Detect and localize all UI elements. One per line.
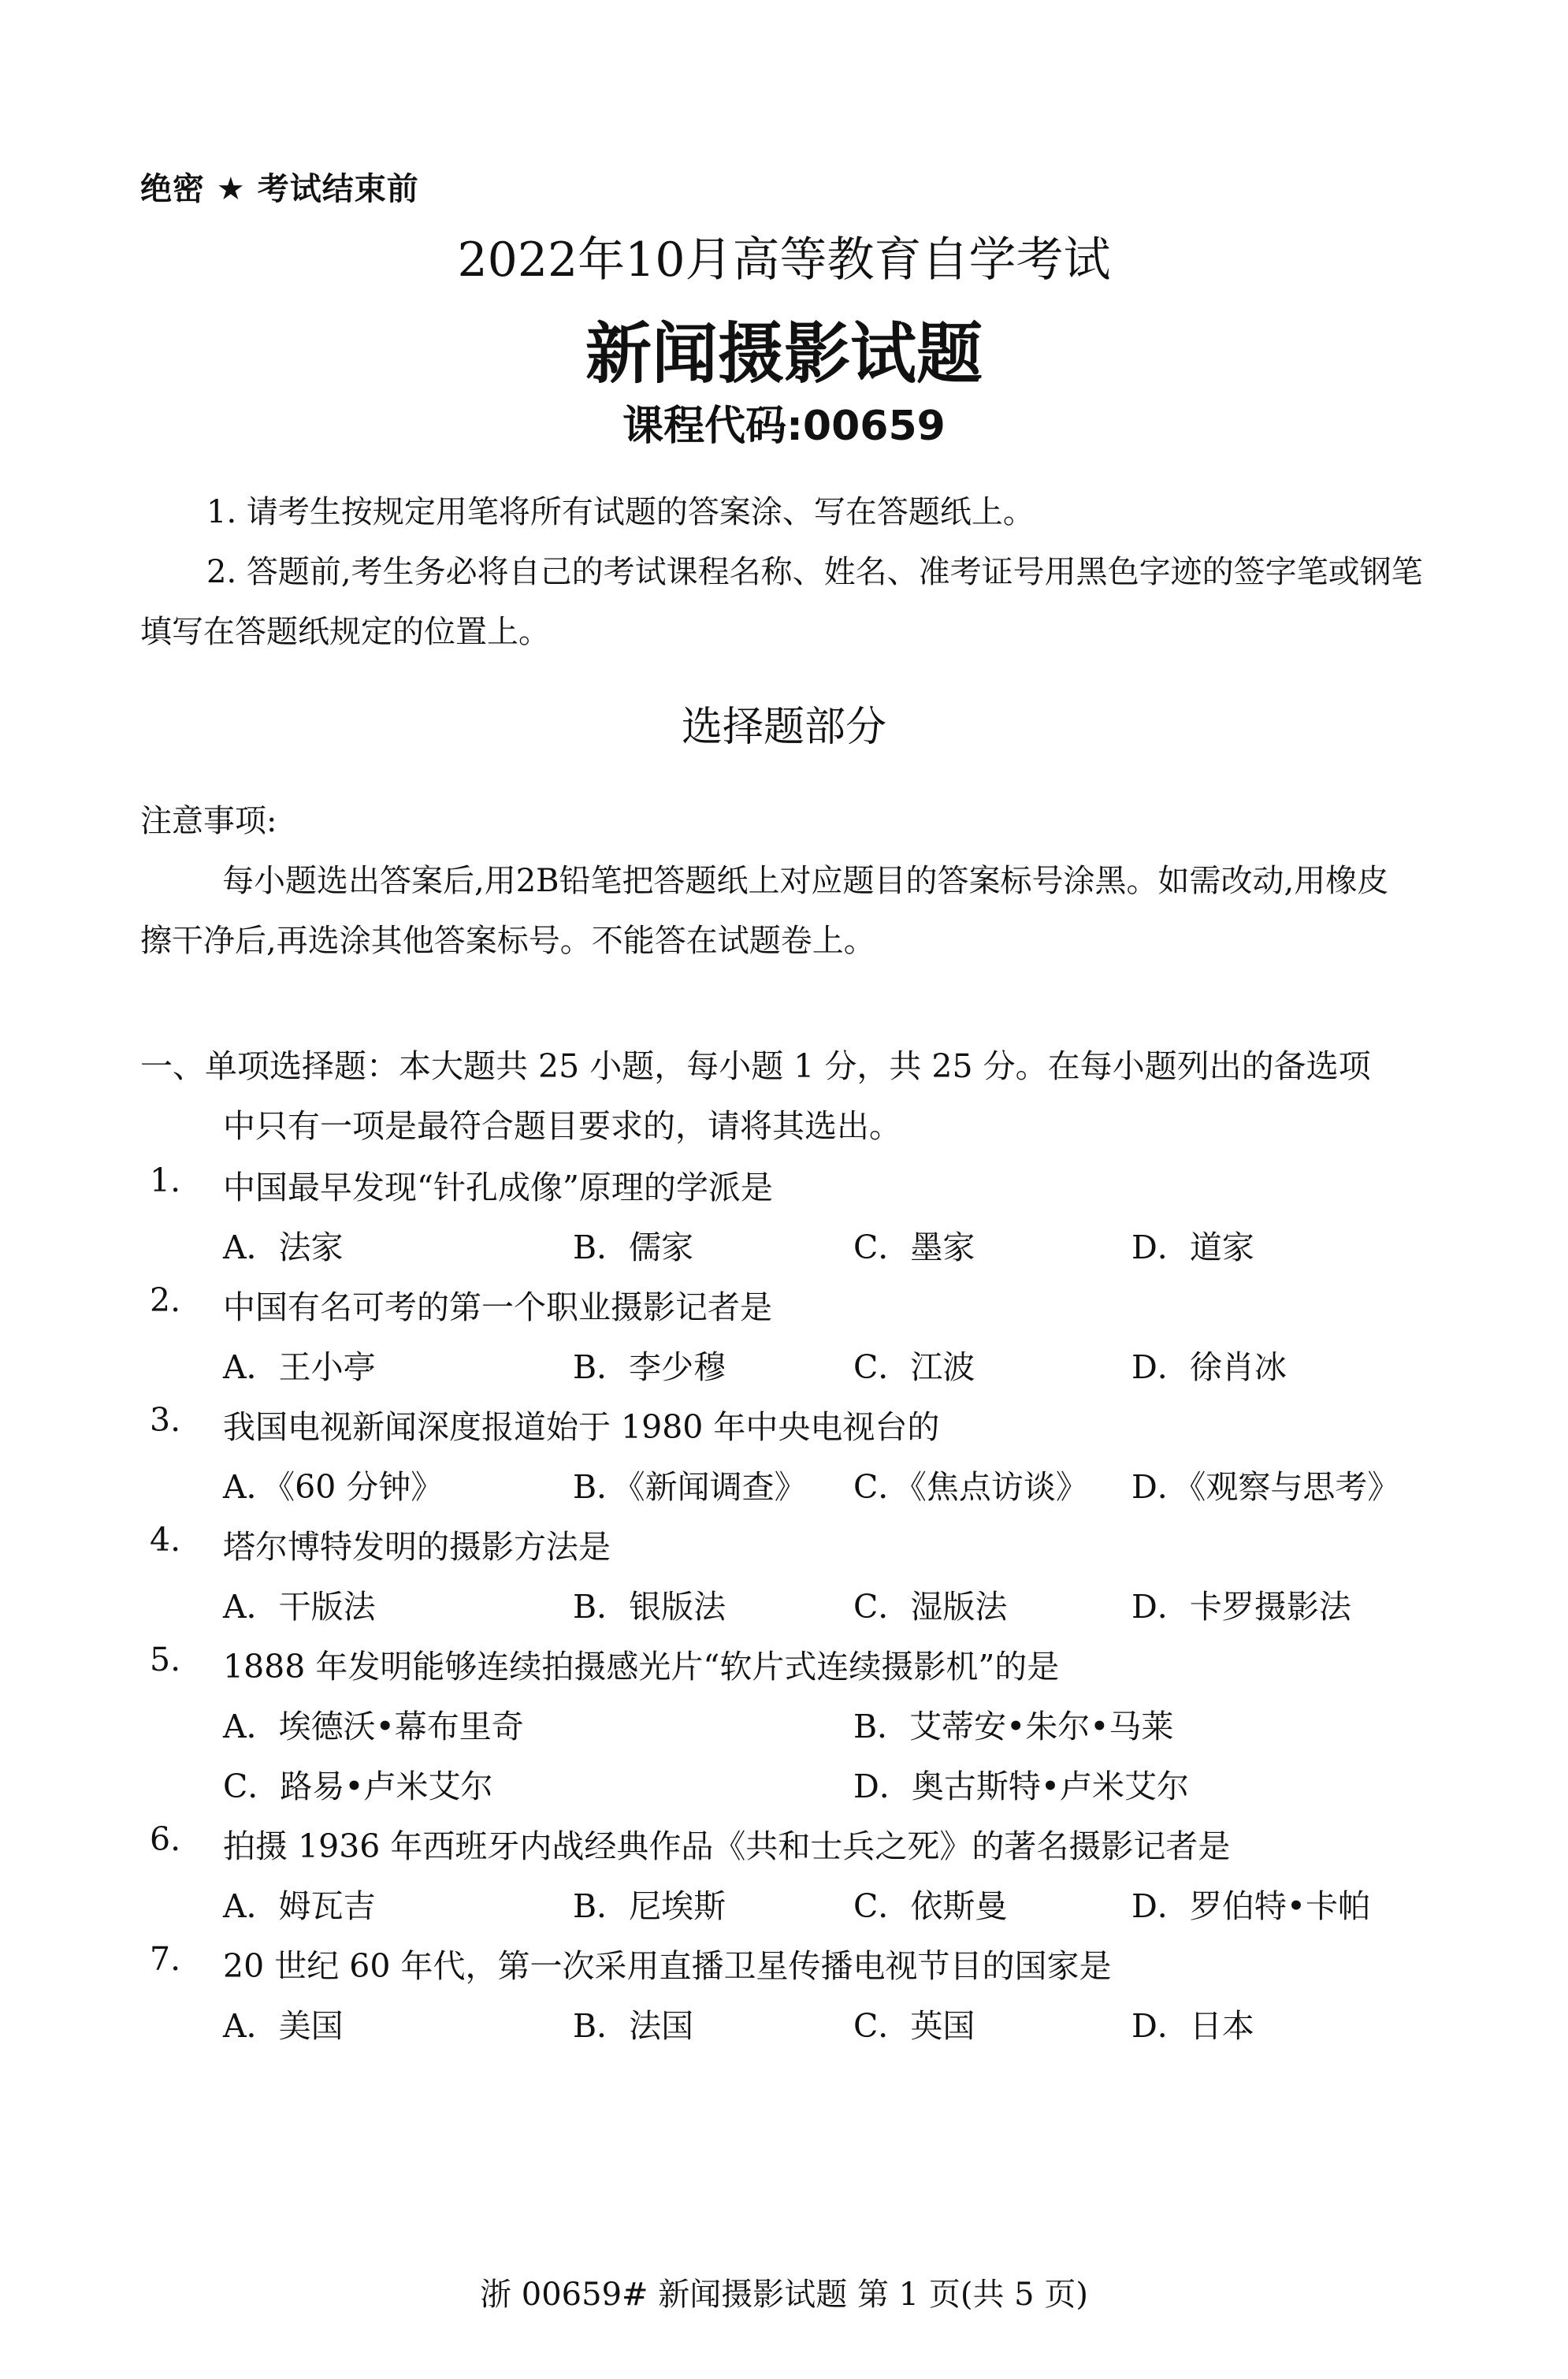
notice-line-2: 擦干净后,再选涂其他答案标号。不能答在试题卷上。	[140, 923, 875, 959]
q5-option-b: B．艾蒂安•朱尔•马莱	[853, 1708, 1174, 1745]
q1-option-c: C．墨家	[853, 1229, 975, 1266]
q6-option-b: B．尼埃斯	[573, 1887, 726, 1925]
q2-option-b: B．李少穆	[573, 1348, 726, 1386]
q3-option-d: D．《观察与思考》	[1131, 1468, 1400, 1506]
q1-option-b: B．儒家	[573, 1229, 694, 1266]
exam-title: 2022年10月高等教育自学考试	[457, 232, 1111, 288]
q5-option-a: A．埃德沃•幕布里奇	[223, 1708, 524, 1745]
question-number: 6.	[150, 1820, 181, 1858]
q2-option-c: C．江波	[853, 1348, 975, 1386]
question-text: 中国有名可考的第一个职业摄影记者是	[223, 1288, 772, 1326]
q3-option-a: A．《60 分钟》	[223, 1468, 444, 1506]
question-text: 我国电视新闻深度报道始于 1980 年中央电视台的	[223, 1408, 940, 1446]
q7-option-c: C．英国	[853, 2007, 975, 2045]
q3-option-b: B．《新闻调查》	[573, 1468, 807, 1506]
q6-option-a: A．姆瓦吉	[223, 1887, 376, 1925]
question-text: 塔尔博特发明的摄影方法是	[223, 1528, 611, 1566]
part-heading-line-2: 中只有一项是最符合题目要求的，请将其选出。	[223, 1107, 901, 1145]
q4-option-a: A．干版法	[223, 1588, 376, 1626]
question-number: 1.	[150, 1162, 181, 1199]
instruction-1: 1. 请考生按规定用笔将所有试题的答案涂、写在答题纸上。	[206, 494, 1035, 530]
notice-label: 注意事项:	[140, 803, 277, 839]
course-code: 课程代码:00659	[622, 403, 946, 450]
confidential-label: 绝密 ★ 考试结束前	[140, 171, 419, 207]
q1-option-d: D．道家	[1131, 1229, 1254, 1266]
part-heading-line-1: 一、单项选择题：本大题共 25 小题，每小题 1 分，共 25 分。在每小题列出的备选项	[140, 1047, 1371, 1085]
q4-option-d: D．卡罗摄影法	[1131, 1588, 1351, 1626]
q7-option-a: A．美国	[223, 2007, 344, 2045]
q6-option-d: D．罗伯特•卡帕	[1131, 1887, 1371, 1925]
q5-option-c: C．路易•卢米艾尔	[223, 1768, 493, 1805]
notice-line-1: 每小题选出答案后,用2B铅笔把答题纸上对应题目的答案标号涂黑。如需改动,用橡皮	[222, 863, 1389, 899]
instruction-2-continued: 填写在答题纸规定的位置上。	[140, 614, 550, 650]
page-footer: 浙 00659# 新闻摄影试题 第 1 页(共 5 页)	[480, 2277, 1088, 2313]
q2-option-a: A．王小亭	[223, 1348, 376, 1386]
question-text: 20 世纪 60 年代，第一次采用直播卫星传播电视节目的国家是	[223, 1947, 1112, 1985]
q5-option-d: D．奥古斯特•卢米艾尔	[853, 1768, 1190, 1805]
q4-option-c: C．湿版法	[853, 1588, 1008, 1626]
q4-option-b: B．银版法	[573, 1588, 726, 1626]
part-heading	[140, 1036, 1480, 1156]
question-text: 中国最早发现“针孔成像”原理的学派是	[223, 1169, 773, 1206]
q7-option-d: D．日本	[1131, 2007, 1254, 2045]
question-text: 1888 年发明能够连续拍摄感光片“软片式连续摄影机”的是	[223, 1648, 1060, 1686]
subject-title: 新闻摄影试题	[585, 315, 983, 392]
q7-option-b: B．法国	[573, 2007, 694, 2045]
q2-option-d: D．徐肖冰	[1131, 1348, 1287, 1386]
question-number: 5.	[150, 1641, 181, 1678]
question-number: 4.	[150, 1521, 181, 1559]
section-title: 选择题部分	[681, 704, 886, 751]
question-number: 3.	[150, 1401, 181, 1439]
question-number: 7.	[150, 1940, 181, 1978]
q6-option-c: C．依斯曼	[853, 1887, 1008, 1925]
q1-option-a: A．法家	[223, 1229, 344, 1266]
q3-option-c: C．《焦点访谈》	[853, 1468, 1088, 1506]
instruction-2: 2. 答题前,考生务必将自己的考试课程名称、姓名、准考证号用黑色字迹的签字笔或钢笔	[206, 554, 1423, 590]
question-text: 拍摄 1936 年西班牙内战经典作品《共和士兵之死》的著名摄影记者是	[223, 1827, 1231, 1865]
question-number: 2.	[150, 1281, 181, 1319]
